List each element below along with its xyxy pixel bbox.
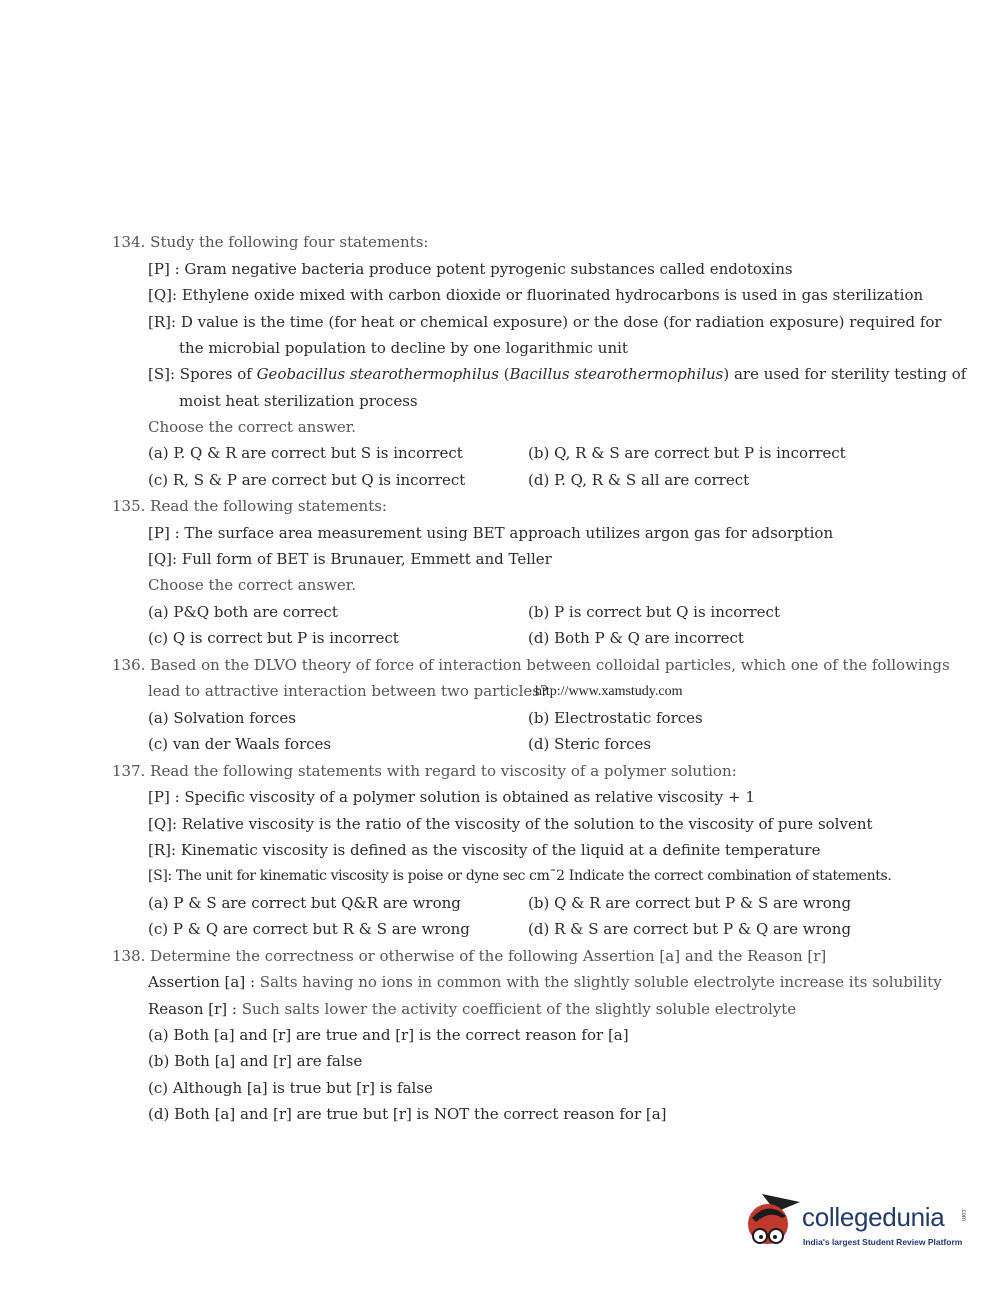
q134-option-d[interactable]: (d) P. Q, R & S all are correct bbox=[528, 471, 750, 489]
reason-label: Reason [r] : bbox=[148, 1000, 242, 1018]
question-138-stem: 138. Determine the correctness or otherwise of the following Assertion [a] and the Reason [r] bbox=[112, 947, 827, 965]
q137-statement-r: [R]: Kinematic viscosity is defined as the viscosity of the liquid at a definite temperature bbox=[148, 841, 821, 859]
q137-statement-s: [S]: The unit for kinematic viscosity is poise or dyne sec cmˉ2 Indicate the correct combination of statements. bbox=[148, 868, 892, 884]
q138-option-c[interactable]: (c) Although [a] is true but [r] is false bbox=[148, 1079, 433, 1097]
question-136-stem-line1: 136. Based on the DLVO theory of force of interaction between colloidal particles, which one of the followings bbox=[112, 656, 950, 674]
reason-text: Such salts lower the activity coefficient of the slightly soluble electrolyte bbox=[241, 1000, 797, 1018]
q134-statement-s-line1: [S]: Spores of Geobacillus stearothermophilus (Bacillus stearothermophilus) are used for sterility testing of bbox=[148, 365, 967, 383]
q137-option-b[interactable]: (b) Q & R are correct but P & S are wrong bbox=[528, 894, 852, 912]
q138-option-d[interactable]: (d) Both [a] and [r] are true but [r] is NOT the correct reason for [a] bbox=[148, 1105, 667, 1123]
q134-option-b[interactable]: (b) Q, R & S are correct but P is incorrect bbox=[528, 444, 846, 462]
q134-organism-name: Geobacillus stearothermophilus bbox=[256, 365, 499, 383]
q135-statement-p: [P] : The surface area measurement using BET approach utilizes argon gas for adsorption bbox=[148, 524, 834, 542]
q137-option-d[interactable]: (d) R & S are correct but P & Q are wrong bbox=[528, 920, 852, 938]
q137-option-a[interactable]: (a) P & S are correct but Q&R are wrong bbox=[148, 894, 461, 912]
q137-statement-q: [Q]: Relative viscosity is the ratio of the viscosity of the solution to the viscosity of pure solvent bbox=[148, 815, 873, 833]
q135-option-c[interactable]: (c) Q is correct but P is incorrect bbox=[148, 629, 399, 647]
q134-statement-s-line2: moist heat sterilization process bbox=[179, 392, 418, 410]
mascot-icon bbox=[742, 1188, 806, 1258]
source-url: http://www.xamstudy.com bbox=[535, 684, 683, 699]
q135-option-d[interactable]: (d) Both P & Q are incorrect bbox=[528, 629, 744, 647]
q135-option-b[interactable]: (b) P is correct but Q is incorrect bbox=[528, 603, 780, 621]
q134-option-c[interactable]: (c) R, S & P are correct but Q is incorrect bbox=[148, 471, 466, 489]
q136-option-d[interactable]: (d) Steric forces bbox=[528, 735, 652, 753]
question-137-stem: 137. Read the following statements with regard to viscosity of a polymer solution: bbox=[112, 762, 737, 780]
question-136-stem-line2: lead to attractive interaction between two particles? bbox=[148, 682, 548, 700]
q136-option-b[interactable]: (b) Electrostatic forces bbox=[528, 709, 703, 727]
q138-option-b[interactable]: (b) Both [a] and [r] are false bbox=[148, 1052, 363, 1070]
q134-statement-p: [P] : Gram negative bacteria produce potent pyrogenic substances called endotoxins bbox=[148, 260, 793, 278]
q137-option-c[interactable]: (c) P & Q are correct but R & S are wrong bbox=[148, 920, 470, 938]
question-134-stem: 134. Study the following four statements: bbox=[112, 233, 429, 251]
q134-statement-r-line1: [R]: D value is the time (for heat or chemical exposure) or the dose (for radiation exposure) required for bbox=[148, 313, 942, 331]
q138-reason bbox=[148, 999, 796, 1019]
q134-organism-synonym: Bacillus stearothermophilus bbox=[509, 365, 724, 383]
assertion-label: Assertion [a] : bbox=[148, 973, 260, 991]
q137-statement-p: [P] : Specific viscosity of a polymer solution is obtained as relative viscosity + 1 bbox=[148, 788, 755, 806]
q135-instruction: Choose the correct answer. bbox=[148, 576, 357, 594]
brand-tagline: India's largest Student Review Platform bbox=[803, 1237, 963, 1247]
q135-statement-q: [Q]: Full form of BET is Brunauer, Emmett and Teller bbox=[148, 550, 552, 568]
q138-option-a[interactable]: (a) Both [a] and [r] are true and [r] is the correct reason for [a] bbox=[148, 1026, 629, 1044]
collegedunia-logo[interactable] bbox=[742, 1188, 972, 1258]
assertion-text: Salts having no ions in common with the slightly soluble electrolyte increase its solubility bbox=[259, 973, 942, 991]
q136-option-a[interactable]: (a) Solvation forces bbox=[148, 709, 296, 727]
q136-option-c[interactable]: (c) van der Waals forces bbox=[148, 735, 332, 753]
brand-name: collegedunia bbox=[802, 1202, 945, 1232]
q134-instruction: Choose the correct answer. bbox=[148, 418, 357, 436]
brand-domain: .com bbox=[960, 1208, 966, 1222]
q134-option-a[interactable]: (a) P. Q & R are correct but S is incorrect bbox=[148, 444, 463, 462]
q134-statement-q: [Q]: Ethylene oxide mixed with carbon dioxide or fluorinated hydrocarbons is used in gas sterilization bbox=[148, 286, 924, 304]
q138-assertion bbox=[148, 972, 942, 992]
question-135-stem: 135. Read the following statements: bbox=[112, 497, 387, 515]
q134-statement-r-line2: the microbial population to decline by one logarithmic unit bbox=[179, 339, 628, 357]
q135-option-a[interactable]: (a) P&Q both are correct bbox=[148, 603, 338, 621]
